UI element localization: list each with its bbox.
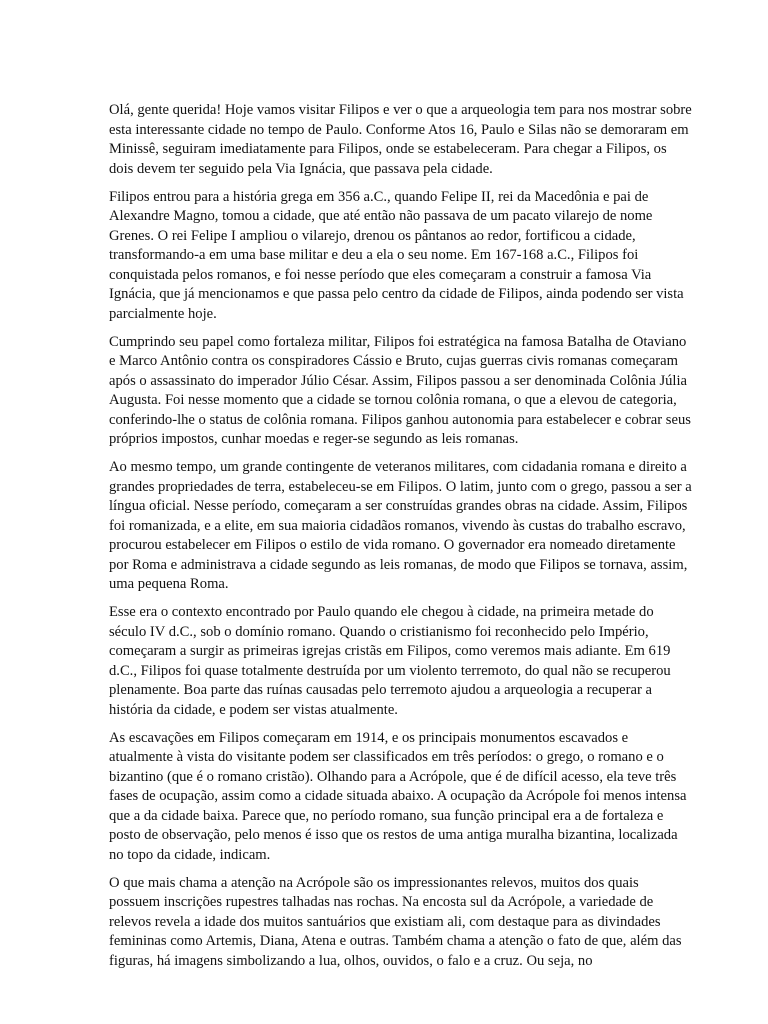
paragraph-paul-context: Esse era o contexto encontrado por Paulo quando ele chegou à cidade, na primeira metade do século IV d.C., sob o domínio romano. Quando o cristianismo foi reconhecido pelo Império, começaram a surgir as primeiras igrejas cristãs em Filipos, como veremos mais adiante. Em 619 d.C., Filipos foi quase totalmente destruída por um violento terremoto, do qual não se recuperou plenamente. Boa parte das ruínas causadas pelo terremoto ajudou a arqueologia a recuperar a história da cidade, e podem ser vistas atualmente. — [109, 604, 671, 718]
paragraph-military-fortress: Cumprindo seu papel como fortaleza militar, Filipos foi estratégica na famosa Batalha de Otaviano e Marco Antônio contra os conspiradores Cássio e Bruto, cujas guerras civis romanas começaram após o assassinato do imperador Júlio César. Assim, Filipos passou a ser denominada Colônia Júlia Augusta. Foi nesse momento que a cidade se tornou colônia romana, o que a elevou de categoria, conferindo-lhe o status de colônia romana. Filipos ganhou autonomia para estabelecer e cobrar seus próprios impostos, cunhar moedas e reger-se segundo as leis romanas. — [109, 333, 691, 447]
document-page — [109, 101, 693, 980]
paragraph-acropolis-reliefs: O que mais chama a atenção na Acrópole são os impressionantes relevos, muitos dos quais possuem inscrições rupestres talhadas nas rochas. Na encosta sul da Acrópole, a variedade de relevos revela a idade dos muitos santuários que existiam ali, com destaque para as divindades femininas como Artemis, Diana, Atena e outras. Também chama a atenção o fato de que, além das figuras, há imagens simbolizando a lua, olhos, ouvidos, o falo e a cruz. Ou seja, no — [109, 874, 682, 969]
paragraph-greek-history: Filipos entrou para a história grega em 356 a.C., quando Felipe II, rei da Macedônia e pai de Alexandre Magno, tomou a cidade, que até então não passava de um pacato vilarejo de nome Grenes. O rei Felipe I ampliou o vilarejo, drenou os pântanos ao redor, fortificou a cidade, transformando-a em uma base militar e deu a ela o seu nome. Em 167-168 a.C., Filipos foi conquistada pelos romanos, e foi nesse período que eles começaram a construir a famosa Via Ignácia, que já mencionamos e que passa pelo centro da cidade de Filipos, ainda podendo ser vista parcialmente hoje. — [109, 188, 684, 322]
paragraph-veterans: Ao mesmo tempo, um grande contingente de veteranos militares, com cidadania romana e direito a grandes propriedades de terra, estabeleceu-se em Filipos. O latim, junto com o grego, passou a ser a língua oficial. Nesse período, começaram a ser construídas grandes obras na cidade. Assim, Filipos foi romanizada, e a elite, em sua maioria cidadãos romanos, vivendo às custas do trabalho escravo, procurou estabelecer em Filipos o estilo de vida romano. O governador era nomeado diretamente por Roma e administrava a cidade segundo as leis romanas, de modo que Filipos se tornava, assim, uma pequena Roma. — [109, 459, 692, 592]
paragraph-intro: Olá, gente querida! Hoje vamos visitar Filipos e ver o que a arqueologia tem para nos mostrar sobre esta interessante cidade no tempo de Paulo. Conforme Atos 16, Paulo e Silas não se demoraram em Minissê, seguiram imediatamente para Filipos, onde se estabeleceram. Para chegar a Filipos, os dois devem ter seguido pela Via Ignácia, que passava pela cidade. — [109, 102, 692, 177]
paragraph-excavations: As escavações em Filipos começaram em 1914, e os principais monumentos escavados e atualmente à vista do visitante podem ser classificados em três períodos: o grego, o romano e o bizantino (que é o romano cristão). Olhando para a Acrópole, que é de difícil acesso, ela teve três fases de ocupação, assim como a cidade situada abaixo. A ocupação da Acrópole foi menos intensa que a da cidade baixa. Parece que, no período romano, sua função principal era a de fortaleza e posto de observação, pelo menos é isso que os restos de uma antiga muralha bizantina, localizada no topo da cidade, indicam. — [109, 729, 687, 863]
